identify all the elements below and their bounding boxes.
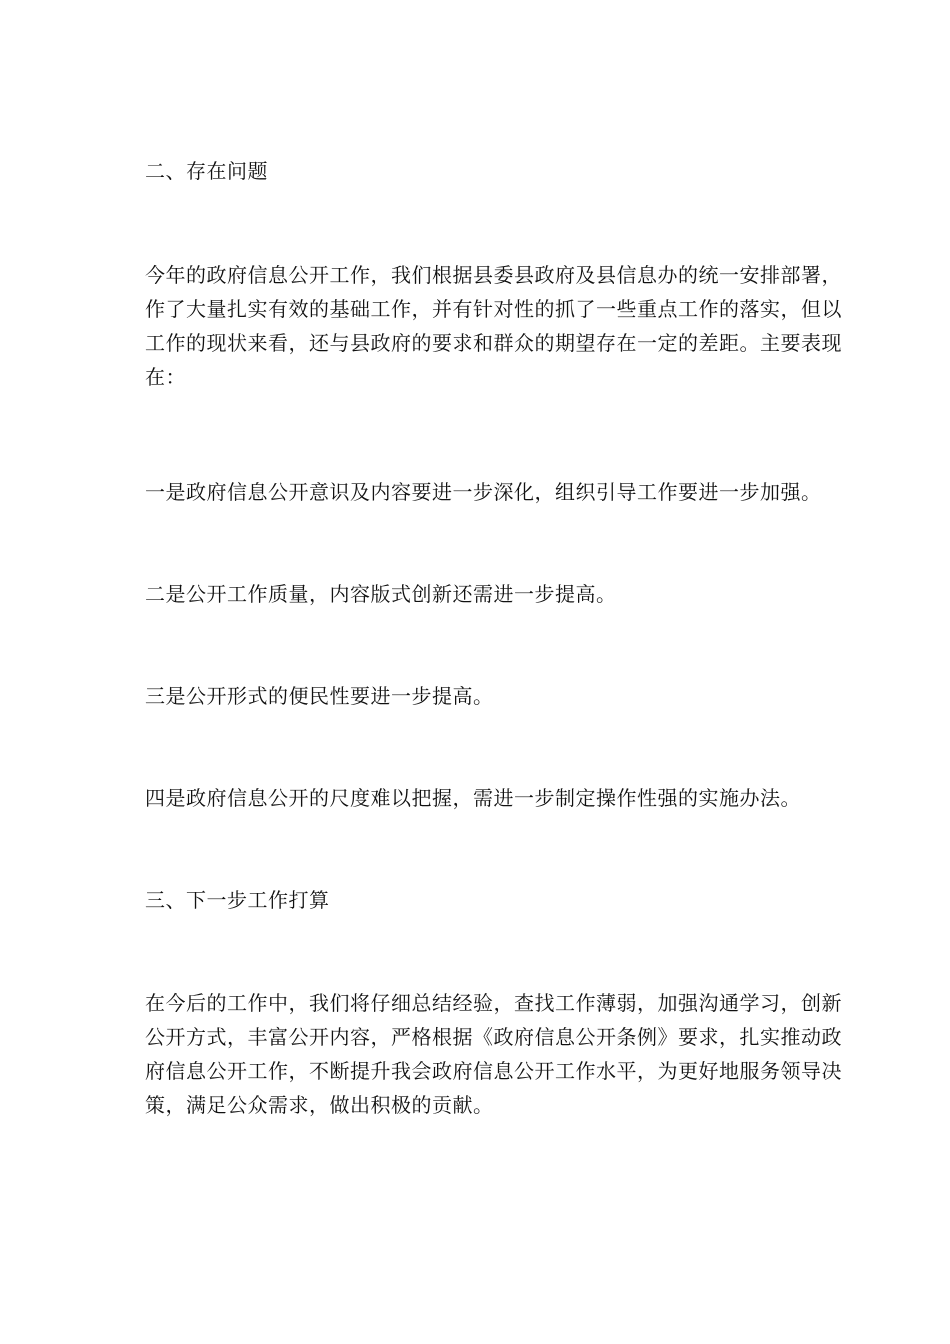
heading-text: 三、下一步工作打算: [145, 888, 330, 912]
section-heading-next-steps: [145, 883, 810, 917]
paragraph-line: 二是公开工作质量，内容版式创新还需进一步提高。: [145, 582, 617, 606]
paragraph-line: 工作的现状来看，还与县政府的要求和群众的期望存在一定的差距。主要表现: [145, 331, 842, 355]
paragraph-line: 在：: [145, 365, 186, 389]
paragraph-line: 在今后的工作中，我们将仔细总结经验，查找工作薄弱，加强沟通学习，创新: [145, 991, 842, 1015]
section-heading-problems: [145, 154, 810, 188]
paragraph-line: 今年的政府信息公开工作，我们根据县委县政府及县信息办的统一安排部署，: [145, 263, 842, 287]
paragraph-line: 公开方式，丰富公开内容，严格根据《政府信息公开条例》要求，扎实推动政: [145, 1025, 842, 1049]
intro-paragraph: [145, 258, 842, 394]
paragraph-line: 作了大量扎实有效的基础工作，并有针对性的抓了一些重点工作的落实，但以: [145, 297, 842, 321]
problem-item-3: [145, 679, 810, 713]
paragraph-line: 一是政府信息公开意识及内容要进一步深化，组织引导工作要进一步加强。: [145, 480, 822, 504]
paragraph-line: 四是政府信息公开的尺度难以把握，需进一步制定操作性强的实施办法。: [145, 786, 801, 810]
plan-paragraph: [145, 986, 842, 1122]
problem-item-1: [145, 475, 822, 509]
paragraph-line: 三是公开形式的便民性要进一步提高。: [145, 684, 494, 708]
paragraph-line: 府信息公开工作，不断提升我会政府信息公开工作水平，为更好地服务领导决: [145, 1059, 842, 1083]
problem-item-4: [145, 781, 810, 815]
paragraph-line: 策，满足公众需求，做出积极的贡献。: [145, 1093, 494, 1117]
heading-text: 二、存在问题: [145, 159, 268, 183]
problem-item-2: [145, 577, 810, 611]
